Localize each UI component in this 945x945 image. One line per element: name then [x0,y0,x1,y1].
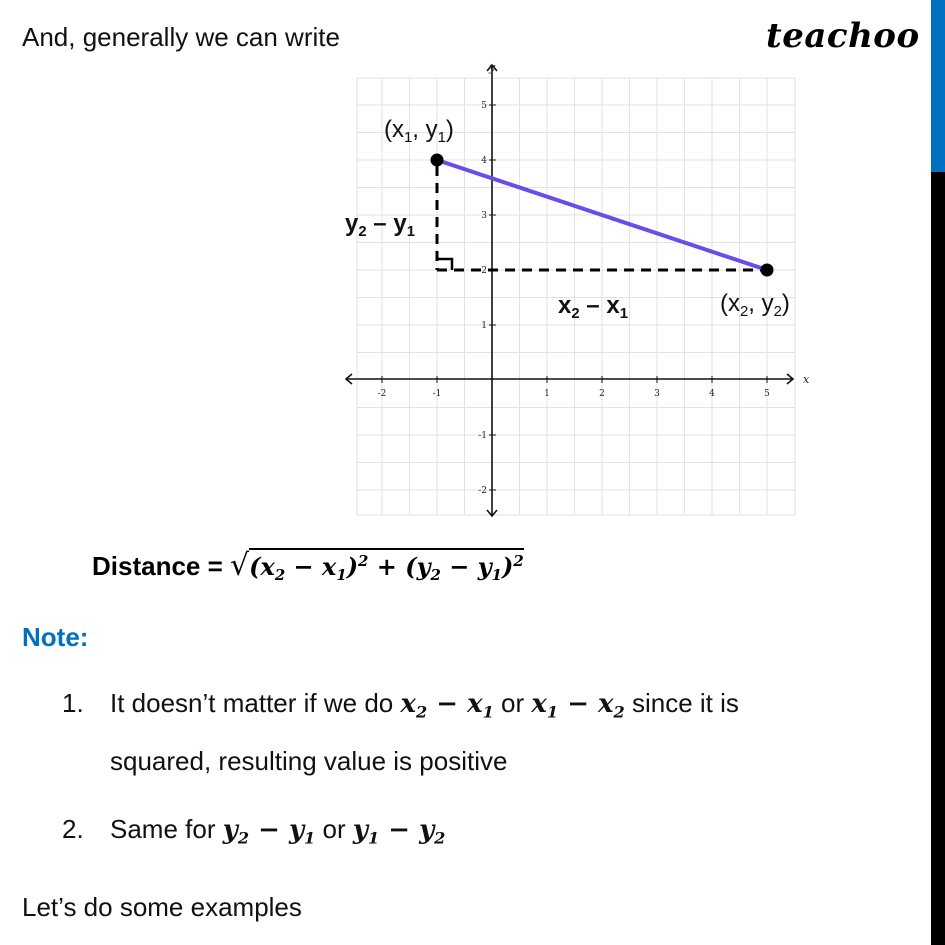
x-tick-label: 4 [709,389,715,399]
y-tick-label: 3 [481,211,487,221]
formula-label: Distance = [92,551,223,581]
x-tick-label: 2 [599,389,605,399]
y-tick-label: 1 [481,321,487,331]
point-1 [431,154,444,167]
point-1-label: ($x_1$, $y_1$) [384,116,454,147]
teachoo-logo: teachoo [766,16,920,56]
x-tick-label: 5 [764,389,770,399]
x-tick-label: 1 [544,389,550,399]
y-tick-label: 2 [481,266,487,276]
point-2 [761,264,774,277]
dy-label: $y_2 - y_1$ [345,210,415,241]
note-item-1: It doesn’t matter if we do $x_2 - x_1$ or $x_1 - x_2$ since it is [110,688,739,722]
y-tick-label: -1 [478,431,487,441]
intro-text: And, generally we can write [22,22,340,52]
right-angle-marker [437,259,452,270]
y-tick-label: 5 [481,101,487,111]
x-tick-label: -2 [377,389,387,399]
note-heading: Note: [22,622,89,652]
y-tick-label: -2 [478,486,487,496]
distance-formula [92,548,524,584]
note-item-1-line-2: squared, resulting value is positive [110,746,508,776]
note-item-2: Same for $y_2 - y_1$ or $y_1 - y_2$ [110,814,446,848]
point-2-label: ($x_2$, $y_2$) [720,290,790,321]
dx-label: $x_2 - x_1$ [558,292,628,323]
sqrt-expression: $√(x_2 - x_1)^2 + (y_2 - y_1)^2$ [230,548,524,585]
y-axis-label: y [489,61,496,74]
y-tick-label: 4 [481,156,487,166]
note-item-2-number: 2. [62,814,84,844]
x-tick-label: -1 [432,389,442,399]
x-tick-label: 3 [654,389,660,399]
note-item-1-number: 1. [62,688,84,718]
sqrt-icon: √ [230,548,250,583]
x-axis-label: x [803,373,810,386]
footer-text: Let’s do some examples [22,892,302,922]
